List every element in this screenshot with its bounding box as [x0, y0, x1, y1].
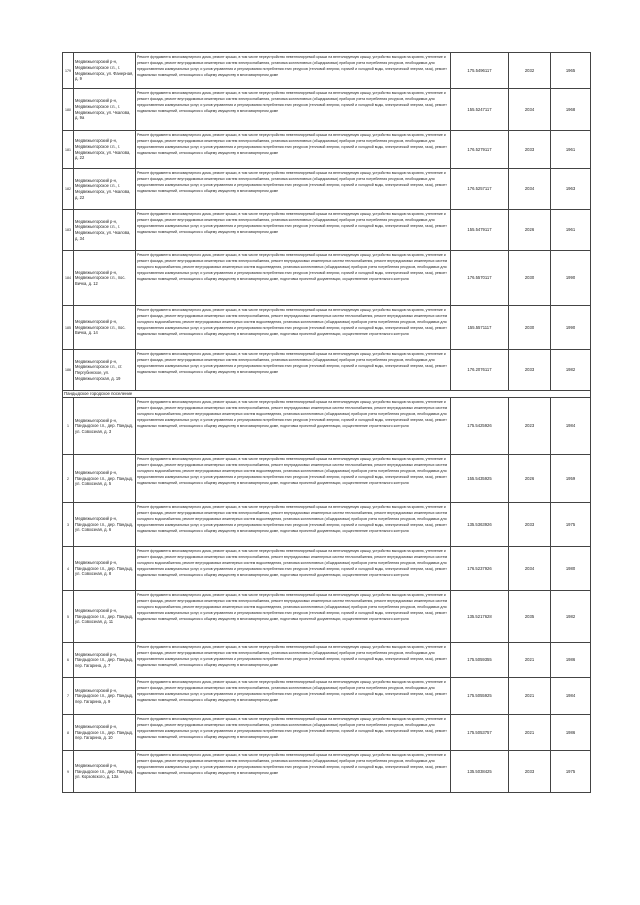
row-address: Медвежьегорский р-н, Медвежьегорское г.п., г. Медвежьегорск, ул. Чкалова, д. 22 — [74, 169, 136, 210]
row-number: 3 — [63, 503, 74, 547]
capital-repair-table — [62, 52, 591, 793]
row-planned-year: 2026 — [509, 455, 551, 503]
row-address: Медвежьегорский р-н, Медвежьегорское г.п., г. Медвежьегорск, ул. Чкалова, д. 9а — [74, 89, 136, 131]
row-planned-year: 2034 — [509, 169, 551, 210]
row-works-text: Ремонт фундамента многоквартирного дома, ремонт крыши, в том числе переустройство невентилируемой крыши на вентилируемую крышу, устройство выходов на кровлю, утепление и ремонт фасада, ремонт внутридомовых инженерных систем электроснабжения, установка коллективных (общедомовых) приборов учета потребления ресурсов, необходимых для предоставления коммунальных услуг, и узлов управления и регулирования потребления этих ресурсов (тепловой энергии, горячей и холодной воды, электрической энергии, газа), ремонт подвальных помещений, относящихся к общему имуществу в многоквартирном доме — [137, 54, 447, 77]
row-build-year: 1961 — [551, 131, 591, 169]
table-row — [63, 751, 591, 793]
row-works-text: Ремонт фундамента многоквартирного дома, ремонт крыши, в том числе переустройство невентилируемой крыши на вентилируемую крышу, устройство выходов на кровлю, утепление и ремонт фасада, ремонт внутридомовых инженерных систем электроснабжения, ремонт внутридомовых инженерных систем теплоснабжения, ремонт внутридомовых инженерных систем холодного водоснабжения, ремонт внутридомовых инженерных систем водоотведения, установка коллективных (общедомовых) приборов учета потребления ресурсов, необходимых для предоставления коммунальных услуг, и узлов управления и регулирования потребления этих ресурсов (тепловой энергии, горячей и холодной воды, электрической энергии, газа), ремонт подвальных помещений, относящихся к общему имуществу в многоквартирном доме, подготовка проектной документации, осуществление строительного контроля — [137, 307, 448, 336]
row-planned-year: 2030 — [509, 306, 551, 350]
row-address: Медвежьегорский р-н, Пандыдское г.п., дер. Пандыд, пер. Гагарина, д. 10 — [74, 715, 136, 751]
row-works-text: Ремонт фундамента многоквартирного дома, ремонт крыши, в том числе переустройство невентилируемой крыши на вентилируемую крышу, устройство выходов на кровлю, утепление и ремонт фасада, ремонт внутридомовых инженерных систем электроснабжения, ремонт внутридомовых инженерных систем теплоснабжения, ремонт внутридомовых инженерных систем холодного водоснабжения, ремонт внутридомовых инженерных систем водоотведения, установка коллективных (общедомовых) приборов учета потребления ресурсов, необходимых для предоставления коммунальных услуг, и узлов управления и регулирования потребления этих ресурсов (тепловой энергии, горячей и холодной воды, электрической энергии, газа), ремонт подвальных помещений, относящихся к общему имуществу в многоквартирном доме, подготовка проектной документации, осуществление строительного контроля — [137, 504, 448, 533]
row-build-year: 1975 — [551, 751, 591, 793]
row-planned-year: 2035 — [509, 591, 551, 643]
row-number: 6 — [63, 643, 74, 678]
row-works-text: Ремонт фундамента многоквартирного дома, ремонт крыши, в том числе переустройство невентилируемой крыши на вентилируемую крышу, устройство выходов на кровлю, утепление и ремонт фасада, ремонт внутридомовых инженерных систем электроснабжения, установка коллективных (общедомовых) приборов учета потребления ресурсов, необходимых для предоставления коммунальных услуг, и узлов управления и регулирования потребления этих ресурсов (тепловой энергии, горячей и холодной воды, электрической энергии, газа), ремонт подвальных помещений, относящихся к общему имуществу в многоквартирном доме — [137, 211, 447, 234]
row-planned-year: 2033 — [509, 503, 551, 547]
row-works — [136, 398, 451, 455]
row-address: Медвежьегорский р-н, Медвежьегорское г.п., пос. Вичка, д. 12 — [74, 251, 136, 306]
row-cost: 176.5570117 — [451, 251, 509, 306]
table-row — [63, 455, 591, 503]
row-cost: 155.5247117 — [451, 89, 509, 131]
row-number: 8 — [63, 715, 74, 751]
row-works-text: Ремонт фундамента многоквартирного дома, ремонт крыши, в том числе переустройство невентилируемой крыши на вентилируемую крышу, устройство выходов на кровлю, утепление и ремонт фасада, ремонт внутридомовых инженерных систем электроснабжения, ремонт внутридомовых инженерных систем теплоснабжения, ремонт внутридомовых инженерных систем холодного водоснабжения, ремонт внутридомовых инженерных систем водоотведения, установка коллективных (общедомовых) приборов учета потребления ресурсов, необходимых для предоставления коммунальных услуг, и узлов управления и регулирования потребления этих ресурсов (тепловой энергии, горячей и холодной воды, электрической энергии, газа), ремонт подвальных помещений, относящихся к общему имуществу в многоквартирном доме, подготовка проектной документации, осуществление строительного контроля — [137, 592, 448, 621]
row-build-year: 1984 — [551, 398, 591, 455]
row-address: Медвежьегорский р-н, Медвежьегорское г.п., пос. Вичка, д. 14 — [74, 306, 136, 350]
table-row — [63, 547, 591, 591]
row-address: Медвежьегорский р-н, Медвежьегорское г.п., г. Медвежьегорск, ул. Чкалова, д. 34 — [74, 210, 136, 251]
row-number: 179 — [63, 53, 74, 89]
row-address: Медвежьегорский р-н, Пандыдское г.п., дер. Пандыд, пер. Гагарина, д. 9 — [74, 678, 136, 715]
row-works — [136, 455, 451, 503]
row-planned-year: 2033 — [509, 350, 551, 391]
row-works-text: Ремонт фундамента многоквартирного дома, ремонт крыши, в том числе переустройство невентилируемой крыши на вентилируемую крышу, устройство выходов на кровлю, утепление и ремонт фасада, ремонт внутридомовых инженерных систем электроснабжения, ремонт внутридомовых инженерных систем теплоснабжения, ремонт внутридомовых инженерных систем холодного водоснабжения, ремонт внутридомовых инженерных систем водоотведения, установка коллективных (общедомовых) приборов учета потребления ресурсов, необходимых для предоставления коммунальных услуг, и узлов управления и регулирования потребления этих ресурсов (тепловой энергии, горячей и холодной воды, электрической энергии, газа), ремонт подвальных помещений, относящихся к общему имуществу в многоквартирном доме, подготовка проектной документации, осуществление строительного контроля — [137, 456, 448, 485]
table-row — [63, 251, 591, 306]
row-works — [136, 169, 451, 210]
row-build-year: 1963 — [551, 169, 591, 210]
table-row — [63, 398, 591, 455]
row-works — [136, 715, 451, 751]
row-works — [136, 591, 451, 643]
row-address: Медвежьегорский р-н, Пандыдское г.п., дер. Пандыд, ул. Совхозная, д. 5 — [74, 455, 136, 503]
row-build-year: 1990 — [551, 251, 591, 306]
row-number: 4 — [63, 547, 74, 591]
row-build-year: 1990 — [551, 306, 591, 350]
table-row — [63, 131, 591, 169]
row-planned-year: 2033 — [509, 751, 551, 793]
row-works-text: Ремонт фундамента многоквартирного дома, ремонт крыши, в том числе переустройство невентилируемой крыши на вентилируемую крышу, устройство выходов на кровлю, утепление и ремонт фасада, ремонт внутридомовых инженерных систем электроснабжения, установка коллективных (общедомовых) приборов учета потребления ресурсов, необходимых для предоставления коммунальных услуг, и узлов управления и регулирования потребления этих ресурсов (тепловой энергии, горячей и холодной воды, электрической энергии, газа), ремонт подвальных помещений, относящихся к общему имуществу в многоквартирном доме — [137, 170, 447, 193]
table-row — [63, 53, 591, 89]
row-number: 9 — [63, 751, 74, 793]
row-works — [136, 503, 451, 547]
row-address: Медвежьегорский р-н, Пандыдское г.п., дер. Пандыд, ул. Совхозная, д. 6 — [74, 503, 136, 547]
table-row — [63, 306, 591, 350]
row-number: 182 — [63, 169, 74, 210]
row-cost: 135.5363926 — [451, 503, 509, 547]
table-row — [63, 503, 591, 547]
row-cost: 155.5435925 — [451, 455, 509, 503]
row-works — [136, 547, 451, 591]
row-number: 186 — [63, 350, 74, 391]
row-cost: 175.5425926 — [451, 398, 509, 455]
row-works — [136, 678, 451, 715]
row-number: 7 — [63, 678, 74, 715]
row-cost: 176.2076117 — [451, 350, 509, 391]
table-row — [63, 678, 591, 715]
row-cost: 155.5479117 — [451, 210, 509, 251]
row-cost: 135.5217628 — [451, 591, 509, 643]
row-works — [136, 131, 451, 169]
row-address: Медвежьегорский р-н, Пандыдское г.п., дер. Пандыд, пер. Гагарина, д. 7 — [74, 643, 136, 678]
section-header-row — [63, 391, 591, 398]
table-row — [63, 591, 591, 643]
row-build-year: 1959 — [551, 455, 591, 503]
row-works-text: Ремонт фундамента многоквартирного дома, ремонт крыши, в том числе переустройство невентилируемой крыши на вентилируемую крышу, устройство выходов на кровлю, утепление и ремонт фасада, ремонт внутридомовых инженерных систем электроснабжения, установка коллективных (общедомовых) приборов учета потребления ресурсов, необходимых для предоставления коммунальных услуг, и узлов управления и регулирования потребления этих ресурсов (тепловой энергии, горячей и холодной воды, электрической энергии, газа), ремонт подвальных помещений, относящихся к общему имуществу в многоквартирном доме — [137, 90, 447, 113]
table-body-medvezhyegorsk — [63, 53, 591, 391]
row-planned-year: 2032 — [509, 53, 551, 89]
row-works-text: Ремонт фундамента многоквартирного дома, ремонт крыши, в том числе переустройство невентилируемой крыши на вентилируемую крышу, устройство выходов на кровлю, утепление и ремонт фасада, ремонт внутридомовых инженерных систем электроснабжения, ремонт внутридомовых инженерных систем теплоснабжения, ремонт внутридомовых инженерных систем холодного водоснабжения, ремонт внутридомовых инженерных систем водоотведения, установка коллективных (общедомовых) приборов учета потребления ресурсов, необходимых для предоставления коммунальных услуг, и узлов управления и регулирования потребления этих ресурсов (тепловой энергии, горячей и холодной воды, электрической энергии, газа), ремонт подвальных помещений, относящихся к общему имуществу в многоквартирном доме, подготовка проектной документации, осуществление строительного контроля — [137, 399, 448, 428]
row-build-year: 1982 — [551, 591, 591, 643]
row-planned-year: 2026 — [509, 210, 551, 251]
row-number: 184 — [63, 251, 74, 306]
table-row — [63, 715, 591, 751]
row-cost: 175.5053757 — [451, 715, 509, 751]
row-works — [136, 751, 451, 793]
row-number: 183 — [63, 210, 74, 251]
row-works-text: Ремонт фундамента многоквартирного дома, ремонт крыши, в том числе переустройство невентилируемой крыши на вентилируемую крышу, устройство выходов на кровлю, утепление и ремонт фасада, ремонт внутридомовых инженерных систем электроснабжения, ремонт внутридомовых инженерных систем теплоснабжения, ремонт внутридомовых инженерных систем холодного водоснабжения, ремонт внутридомовых инженерных систем водоотведения, установка коллективных (общедомовых) приборов учета потребления ресурсов, необходимых для предоставления коммунальных услуг, и узлов управления и регулирования потребления этих ресурсов (тепловой энергии, горячей и холодной воды, электрической энергии, газа), ремонт подвальных помещений, относящихся к общему имуществу в многоквартирном доме, подготовка проектной документации, осуществление строительного контроля — [137, 548, 448, 577]
table-row — [63, 210, 591, 251]
row-number: 2 — [63, 455, 74, 503]
row-works — [136, 53, 451, 89]
row-build-year: 1975 — [551, 503, 591, 547]
row-number: 185 — [63, 306, 74, 350]
row-build-year: 1968 — [551, 89, 591, 131]
row-planned-year: 2030 — [509, 251, 551, 306]
table-row — [63, 89, 591, 131]
row-planned-year: 2021 — [509, 715, 551, 751]
row-works-text: Ремонт фундамента многоквартирного дома, ремонт крыши, в том числе переустройство невентилируемой крыши на вентилируемую крышу, устройство выходов на кровлю, утепление и ремонт фасада, ремонт внутридомовых инженерных систем электроснабжения, ремонт внутридомовых инженерных систем теплоснабжения, ремонт внутридомовых инженерных систем холодного водоснабжения, ремонт внутридомовых инженерных систем водоотведения, установка коллективных (общедомовых) приборов учета потребления ресурсов, необходимых для предоставления коммунальных услуг, и узлов управления и регулирования потребления этих ресурсов (тепловой энергии, горячей и холодной воды, электрической энергии, газа), ремонт подвальных помещений, относящихся к общему имуществу в многоквартирном доме, подготовка проектной документации, осуществление строительного контроля — [137, 252, 448, 281]
table-body-pandyd — [63, 398, 591, 793]
section-title: Пандыдское городское поселение — [63, 391, 591, 398]
row-works — [136, 643, 451, 678]
row-works-text: Ремонт фундамента многоквартирного дома, ремонт крыши, в том числе переустройство невентилируемой крыши на вентилируемую крышу, устройство выходов на кровлю, утепление и ремонт фасада, ремонт внутридомовых инженерных систем электроснабжения, установка коллективных (общедомовых) приборов учета потребления ресурсов, необходимых для предоставления коммунальных услуг, и узлов управления и регулирования потребления этих ресурсов (тепловой энергии, горячей и холодной воды, электрической энергии, газа), ремонт подвальных помещений, относящихся к общему имуществу в многоквартирном доме — [137, 351, 447, 374]
document-sheet — [62, 52, 590, 793]
table-section — [63, 391, 591, 398]
row-planned-year: 2034 — [509, 89, 551, 131]
row-works-text: Ремонт фундамента многоквартирного дома, ремонт крыши, в том числе переустройство невентилируемой крыши на вентилируемую крышу, устройство выходов на кровлю, утепление и ремонт фасада, ремонт внутридомовых инженерных систем электроснабжения, установка коллективных (общедомовых) приборов учета потребления ресурсов, необходимых для предоставления коммунальных услуг, и узлов управления и регулирования потребления этих ресурсов (тепловой энергии, горячей и холодной воды, электрической энергии, газа), ремонт подвальных помещений, относящихся к общему имуществу в многоквартирном доме — [137, 679, 447, 702]
row-number: 181 — [63, 131, 74, 169]
row-planned-year: 2021 — [509, 678, 551, 715]
table-row — [63, 643, 591, 678]
row-cost: 155.5571117 — [451, 306, 509, 350]
row-cost: 175.5055925 — [451, 678, 509, 715]
table-row — [63, 350, 591, 391]
row-address: Медвежьегорский р-н, Медвежьегорское г.п., ст. Пергубинское, ул. Медвежьегорская, д. 19 — [74, 350, 136, 391]
row-build-year: 1982 — [551, 350, 591, 391]
row-address: Медвежьегорский р-н, Пандыдское г.п., дер. Пандыд, ул. Совхозная, д. 8 — [74, 547, 136, 591]
row-number: 1 — [63, 398, 74, 455]
row-works — [136, 89, 451, 131]
row-cost: 175.5059355 — [451, 643, 509, 678]
row-address: Медвежьегорский р-н, Пандыдское г.п., дер. Пандыд, ул. Совхозная, д. 3 — [74, 398, 136, 455]
row-planned-year: 2034 — [509, 547, 551, 591]
row-planned-year: 2023 — [509, 398, 551, 455]
row-build-year: 1965 — [551, 53, 591, 89]
row-cost: 175.5496117 — [451, 53, 509, 89]
table-row — [63, 169, 591, 210]
row-build-year: 1986 — [551, 715, 591, 751]
row-planned-year: 2021 — [509, 643, 551, 678]
row-cost: 176.5257117 — [451, 169, 509, 210]
row-works — [136, 251, 451, 306]
row-build-year: 1961 — [551, 210, 591, 251]
row-works-text: Ремонт фундамента многоквартирного дома, ремонт крыши, в том числе переустройство невентилируемой крыши на вентилируемую крышу, устройство выходов на кровлю, утепление и ремонт фасада, ремонт внутридомовых инженерных систем электроснабжения, установка коллективных (общедомовых) приборов учета потребления ресурсов, необходимых для предоставления коммунальных услуг, и узлов управления и регулирования потребления этих ресурсов (тепловой энергии, горячей и холодной воды, электрической энергии, газа), ремонт подвальных помещений, относящихся к общему имуществу в многоквартирном доме — [137, 132, 447, 155]
row-build-year: 1980 — [551, 547, 591, 591]
row-works — [136, 306, 451, 350]
row-cost: 135.5038425 — [451, 751, 509, 793]
row-build-year: 1986 — [551, 643, 591, 678]
row-number: 180 — [63, 89, 74, 131]
row-cost: 176.5237926 — [451, 547, 509, 591]
row-number: 5 — [63, 591, 74, 643]
row-works — [136, 210, 451, 251]
row-cost: 176.5279117 — [451, 131, 509, 169]
row-planned-year: 2033 — [509, 131, 551, 169]
row-address: Медвежьегорский р-н, Медвежьегорское г.п., г. Медвежьегорск, ул. Фанерная, д. 9 — [74, 53, 136, 89]
row-address: Медвежьегорский р-н, Медвежьегорское г.п., г. Медвежьегорск, ул. Чкалова, д. 22 — [74, 131, 136, 169]
row-works-text: Ремонт фундамента многоквартирного дома, ремонт крыши, в том числе переустройство невентилируемой крыши на вентилируемую крышу, устройство выходов на кровлю, утепление и ремонт фасада, ремонт внутридомовых инженерных систем электроснабжения, установка коллективных (общедомовых) приборов учета потребления ресурсов, необходимых для предоставления коммунальных услуг, и узлов управления и регулирования потребления этих ресурсов (тепловой энергии, горячей и холодной воды, электрической энергии, газа), ремонт подвальных помещений, относящихся к общему имуществу в многоквартирном доме — [137, 716, 447, 739]
row-works-text: Ремонт фундамента многоквартирного дома, ремонт крыши, в том числе переустройство невентилируемой крыши на вентилируемую крышу, устройство выходов на кровлю, утепление и ремонт фасада, ремонт внутридомовых инженерных систем электроснабжения, установка коллективных (общедомовых) приборов учета потребления ресурсов, необходимых для предоставления коммунальных услуг, и узлов управления и регулирования потребления этих ресурсов (тепловой энергии, горячей и холодной воды, электрической энергии, газа), ремонт подвальных помещений, относящихся к общему имуществу в многоквартирном доме — [137, 752, 447, 775]
row-build-year: 1984 — [551, 678, 591, 715]
row-works — [136, 350, 451, 391]
row-address: Медвежьегорский р-н, Пандыдское г.п., дер. Пандыд, ул. Корзовского, д. 13а — [74, 751, 136, 793]
row-works-text: Ремонт фундамента многоквартирного дома, ремонт крыши, в том числе переустройство невентилируемой крыши на вентилируемую крышу, устройство выходов на кровлю, утепление и ремонт фасада, ремонт внутридомовых инженерных систем электроснабжения, установка коллективных (общедомовых) приборов учета потребления ресурсов, необходимых для предоставления коммунальных услуг, и узлов управления и регулирования потребления этих ресурсов (тепловой энергии, горячей и холодной воды, электрической энергии, газа), ремонт подвальных помещений, относящихся к общему имуществу в многоквартирном доме — [137, 644, 447, 667]
row-address: Медвежьегорский р-н, Пандыдское г.п., дер. Пандыд, ул. Совхозная, д. 11 — [74, 591, 136, 643]
